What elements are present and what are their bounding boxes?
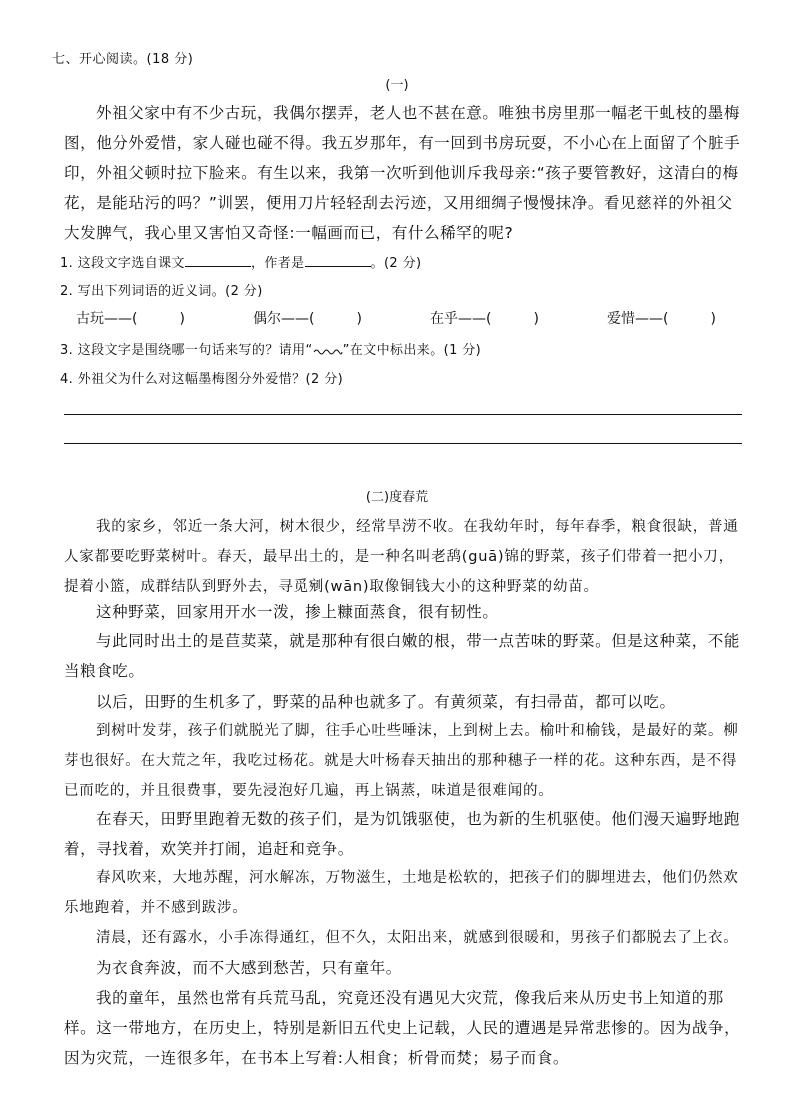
passage-two-paragraph: 在春天，田野里跑着无数的孩子们，是为饥饿驱使，也为新的生机驱使。他们漫天遍野地跑着，寻找着，欢笑并打闹，追赶和竞争。 bbox=[64, 810, 741, 858]
question-3-text-before: 3. 这段文字是围绕哪一句话来写的？请用“ bbox=[60, 343, 313, 358]
vocab-item[interactable]: 在乎——( ) bbox=[430, 311, 539, 327]
passage-two-title: (二)度春荒 bbox=[365, 490, 429, 505]
passage-two-paragraph: 与此同时出土的是苣荬菜，就是那种有很白嫩的根，带一点苦味的野菜。但是这种菜，不能当粮食吃。 bbox=[64, 632, 741, 680]
section-heading: 七、开心阅读。(18 分) bbox=[52, 52, 194, 67]
question-1 bbox=[60, 254, 750, 273]
answer-line[interactable] bbox=[64, 414, 742, 415]
passage-one-paragraph: 外祖父家中有不少古玩，我偶尔摆弄，老人也不甚在意。唯独书房里那一幅老干虬枝的墨梅图，他分外爱惜，家人碰也碰不得。我五岁那年，有一回到书房玩耍，不小心在上面留了个脏手印，外祖父顿时拉下脸来。有生以来，我第一次听到他训斥我母亲:“孩子要管教好，这清白的梅花，是能玷污的吗？”训罢，便用刀片轻轻刮去污迹，又用细绸子慢慢抹净。看见慈祥的外祖父大发脾气，我心里又害怕又奇怪:一幅画而已，有什么稀罕的呢? bbox=[64, 104, 741, 242]
passage-two-paragraph: 这种野菜，回家用开水一泼，掺上糠面蒸食，很有韧性。 bbox=[96, 603, 499, 621]
answer-line[interactable] bbox=[64, 443, 742, 444]
author-blank[interactable] bbox=[305, 254, 371, 267]
passage-one-title: (一) bbox=[385, 78, 409, 93]
vocab-item[interactable]: 古玩——( ) bbox=[76, 311, 185, 327]
passage-two-paragraph: 我的童年，虽然也常有兵荒马乱，究竟还没有遇见大灾荒，像我后来从历史书上知道的那样。这一带地方，在历史上，特别是新旧五代史上记载，人民的遭遇是异常悲惨的。因为战争，因为灾荒，一连很多年，在书本上写着:人相食；析骨而焚；易子而食。 bbox=[64, 989, 741, 1067]
passage-two-paragraph: 到树叶发芽，孩子们就脱光了脚，往手心吐些唾沫，上到树上去。榆叶和榆钱，是最好的菜。柳芽也很好。在大荒之年，我吃过杨花。就是大叶杨春天抽出的那种穗子一样的花。这种东西，是不得已而吃的，并且很费事，要先浸泡好几遍，再上锅蒸，味道是很难闻的。 bbox=[64, 723, 739, 799]
question-2: 2. 写出下列词语的近义词。(2 分) bbox=[60, 284, 263, 299]
passage-two-paragraph: 以后，田野的生机多了，野菜的品种也就多了。有黄须菜，有扫帚苗，都可以吃。 bbox=[96, 693, 676, 711]
vocab-item[interactable]: 爱惜——( ) bbox=[607, 311, 716, 327]
wavy-line-mark bbox=[313, 347, 343, 355]
vocab-item[interactable]: 偶尔——( ) bbox=[253, 311, 362, 327]
passage-two-paragraph: 清晨，还有露水，小手冻得通红，但不久，太阳出来，就感到很暖和，男孩子们都脱去了上衣。 bbox=[96, 930, 739, 946]
passage-two-paragraph: 为衣食奔波，而不大感到愁苦，只有童年。 bbox=[96, 959, 402, 977]
question-1-text-after: 。(2 分) bbox=[370, 256, 422, 271]
question-4: 4. 外祖父为什么对这幅墨梅图分外爱惜？(2 分) bbox=[60, 372, 344, 387]
question-1-text-middle: ，作者是 bbox=[250, 256, 305, 271]
passage-two-paragraph: 我的家乡，邻近一条大河，树木很少，经常旱涝不收。在我幼年时，每年春季，粮食很缺，普通人家都要吃野菜树叶。春天，最早出土的，是一种名叫老鸹(guā)锦的野菜，孩子们带着一把小刀，提着小篮，成群结队到野外去，寻觅剜(wān)取像铜钱大小的这种野菜的幼苗。 bbox=[64, 519, 739, 595]
question-1-text-before: 1. 这段文字选自课文 bbox=[60, 256, 185, 271]
question-3-text-after: ”在文中标出来。(1 分) bbox=[342, 343, 482, 358]
question-3 bbox=[60, 342, 750, 360]
vocab-row bbox=[76, 308, 716, 328]
passage-two-paragraph: 春风吹来，大地苏醒，河水解冻，万物滋生，土地是松软的，把孩子们的脚埋进去，他们仍然欢乐地跑着，并不感到跋涉。 bbox=[64, 870, 739, 916]
lesson-blank[interactable] bbox=[185, 254, 251, 267]
